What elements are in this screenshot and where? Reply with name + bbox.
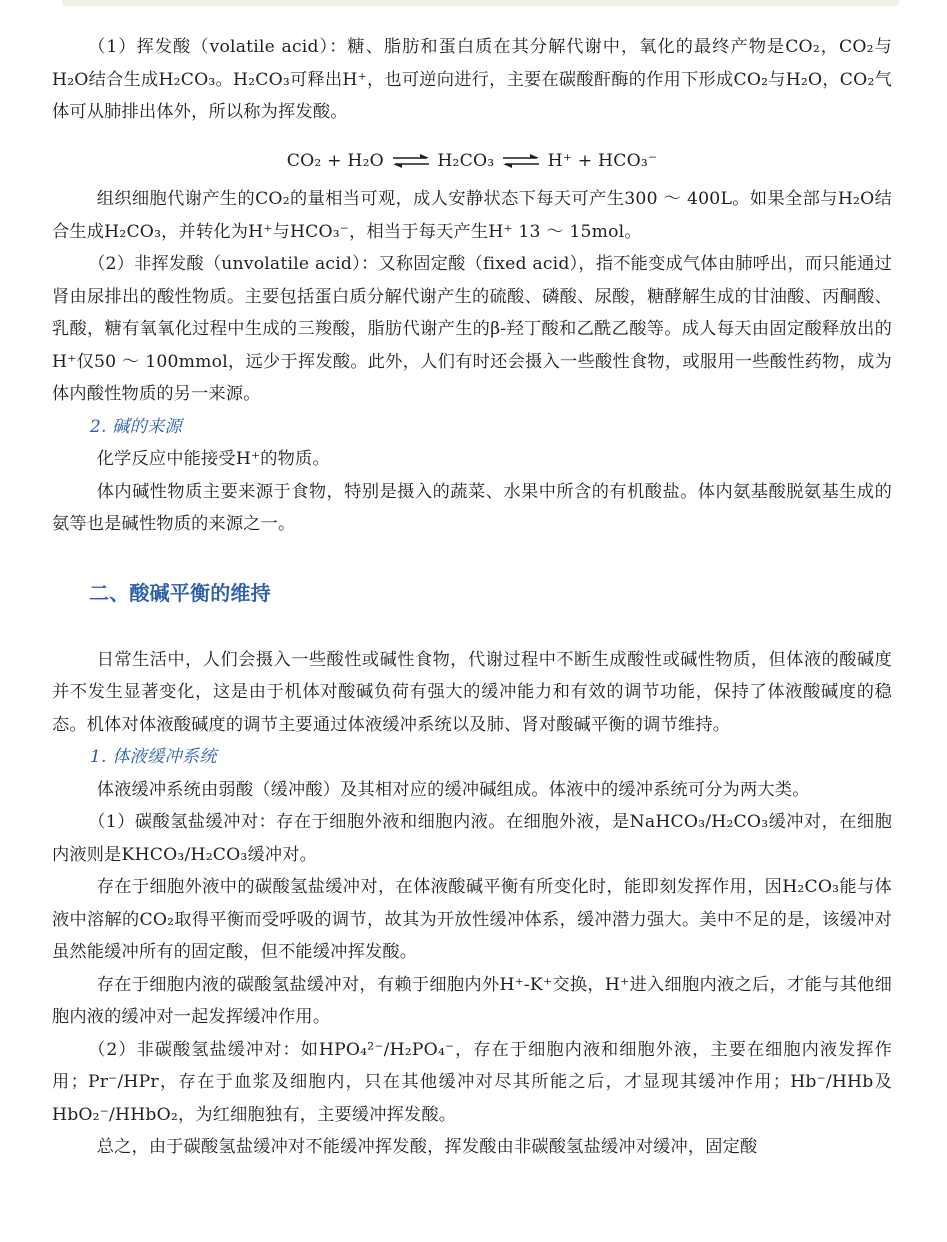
paragraph-base-origin: 体内碱性物质主要来源于食物，特别是摄入的蔬菜、水果中所含的有机酸盐。体内氨基酸脱氨基生成的氨等也是碱性物质的来源之一。 xyxy=(52,481,892,534)
paragraph-acid-base-overview: 日常生活中，人们会摄入一些酸性或碱性食物，代谢过程中不断生成酸性或碱性物质，但体液的酸碱度并不发生显著变化，这是由于机体对酸碱负荷有强大的缓冲能力和有效的调节功能，保持了体液酸碱度的稳态。机体对体液酸碱度的调节主要通过体液缓冲系统以及肺、肾对酸碱平衡的调节维持。 xyxy=(52,649,892,735)
section-heading-acid-base-maintenance: 二、酸碱平衡的维持 xyxy=(89,580,271,605)
reversible-arrow-icon xyxy=(501,152,541,170)
equation-carbonic-acid xyxy=(52,145,892,178)
paragraph-non-bicarbonate-buffer: （2）非碳酸氢盐缓冲对：如HPO₄²⁻/H₂PO₄⁻，存在于细胞内液和细胞外液，主要在细胞内液发挥作用；Pr⁻/HPr，存在于血浆及细胞内，只在其他缓冲对尽其所能之后，才显现其缓冲作用；Hb⁻/HHb及HbO₂⁻/HHbO₂，为红细胞独有，主要缓冲挥发酸。 xyxy=(52,1039,892,1125)
subheading-base-source: 2. 碱的来源 xyxy=(89,416,182,437)
equation-left: CO₂ + H₂O xyxy=(286,150,384,171)
paragraph-extracellular-buffer: 存在于细胞外液中的碳酸氢盐缓冲对，在体液酸碱平衡有所变化时，能即刻发挥作用，因H₂CO₃能与体液中溶解的CO₂取得平衡而受呼吸的调节，故其为开放性缓冲体系，缓冲潜力强大。美中不足的是，该缓冲对虽然能缓冲所有的固定酸，但不能缓冲挥发酸。 xyxy=(52,877,892,962)
document-page xyxy=(52,31,892,1164)
paragraph-co2-production: 组织细胞代谢产生的CO₂的量相当可观，成人安静状态下每天可产生300 ～ 400L。如果全部与H₂O结合生成H₂CO₃，并转化为H⁺与HCO₃⁻，相当于每天产生H⁺ 13 ～ 15mol。 xyxy=(52,189,892,242)
paragraph-buffer-composition: 体液缓冲系统由弱酸（缓冲酸）及其相对应的缓冲碱组成。体液中的缓冲系统可分为两大类。 xyxy=(96,779,810,800)
paragraph-volatile-acid: （1）挥发酸（volatile acid）：糖、脂肪和蛋白质在其分解代谢中，氧化的最终产物是CO₂，CO₂与H₂O结合生成H₂CO₃。H₂CO₃可释出H⁺，也可逆向进行，主要在碳酸酐酶的作用下形成CO₂与H₂O，CO₂气体可从肺排出体外，所以称为挥发酸。 xyxy=(52,37,892,122)
page-top-band xyxy=(62,0,899,6)
paragraph-unvolatile-acid: （2）非挥发酸（unvolatile acid）：又称固定酸（fixed acid），指不能变成气体由肺呼出，而只能通过肾由尿排出的酸性物质。主要包括蛋白质分解代谢产生的硫酸、磷酸、尿酸，糖酵解生成的甘油酸、丙酮酸、乳酸，糖有氧氧化过程中生成的三羧酸，脂肪代谢产生的β-羟丁酸和乙酰乙酸等。成人每天由固定酸释放出的H⁺仅50 ～ 100mmol，远少于挥发酸。此外，人们有时还会摄入一些酸性食物，或服用一些酸性药物，成为体内酸性物质的另一来源。 xyxy=(52,254,892,404)
reversible-arrow-icon xyxy=(391,152,431,170)
equation-middle: H₂CO₃ xyxy=(437,150,495,171)
paragraph-bicarbonate-buffer: （1）碳酸氢盐缓冲对：存在于细胞外液和细胞内液。在细胞外液，是NaHCO₃/H₂CO₃缓冲对，在细胞内液则是KHCO₃/H₂CO₃缓冲对。 xyxy=(52,812,892,865)
equation-right: H⁺ + HCO₃⁻ xyxy=(547,150,658,171)
paragraph-base-definition: 化学反应中能接受H⁺的物质。 xyxy=(96,449,330,469)
paragraph-intracellular-buffer: 存在于细胞内液的碳酸氢盐缓冲对，有赖于细胞内外H⁺-K⁺交换，H⁺进入细胞内液之后，才能与其他细胞内液的缓冲对一起发挥缓冲作用。 xyxy=(52,974,892,1027)
subheading-buffer-system: 1. 体液缓冲系统 xyxy=(89,747,217,767)
paragraph-summary: 总之，由于碳酸氢盐缓冲对不能缓冲挥发酸，挥发酸由非碳酸氢盐缓冲对缓冲，固定酸 xyxy=(96,1137,758,1157)
